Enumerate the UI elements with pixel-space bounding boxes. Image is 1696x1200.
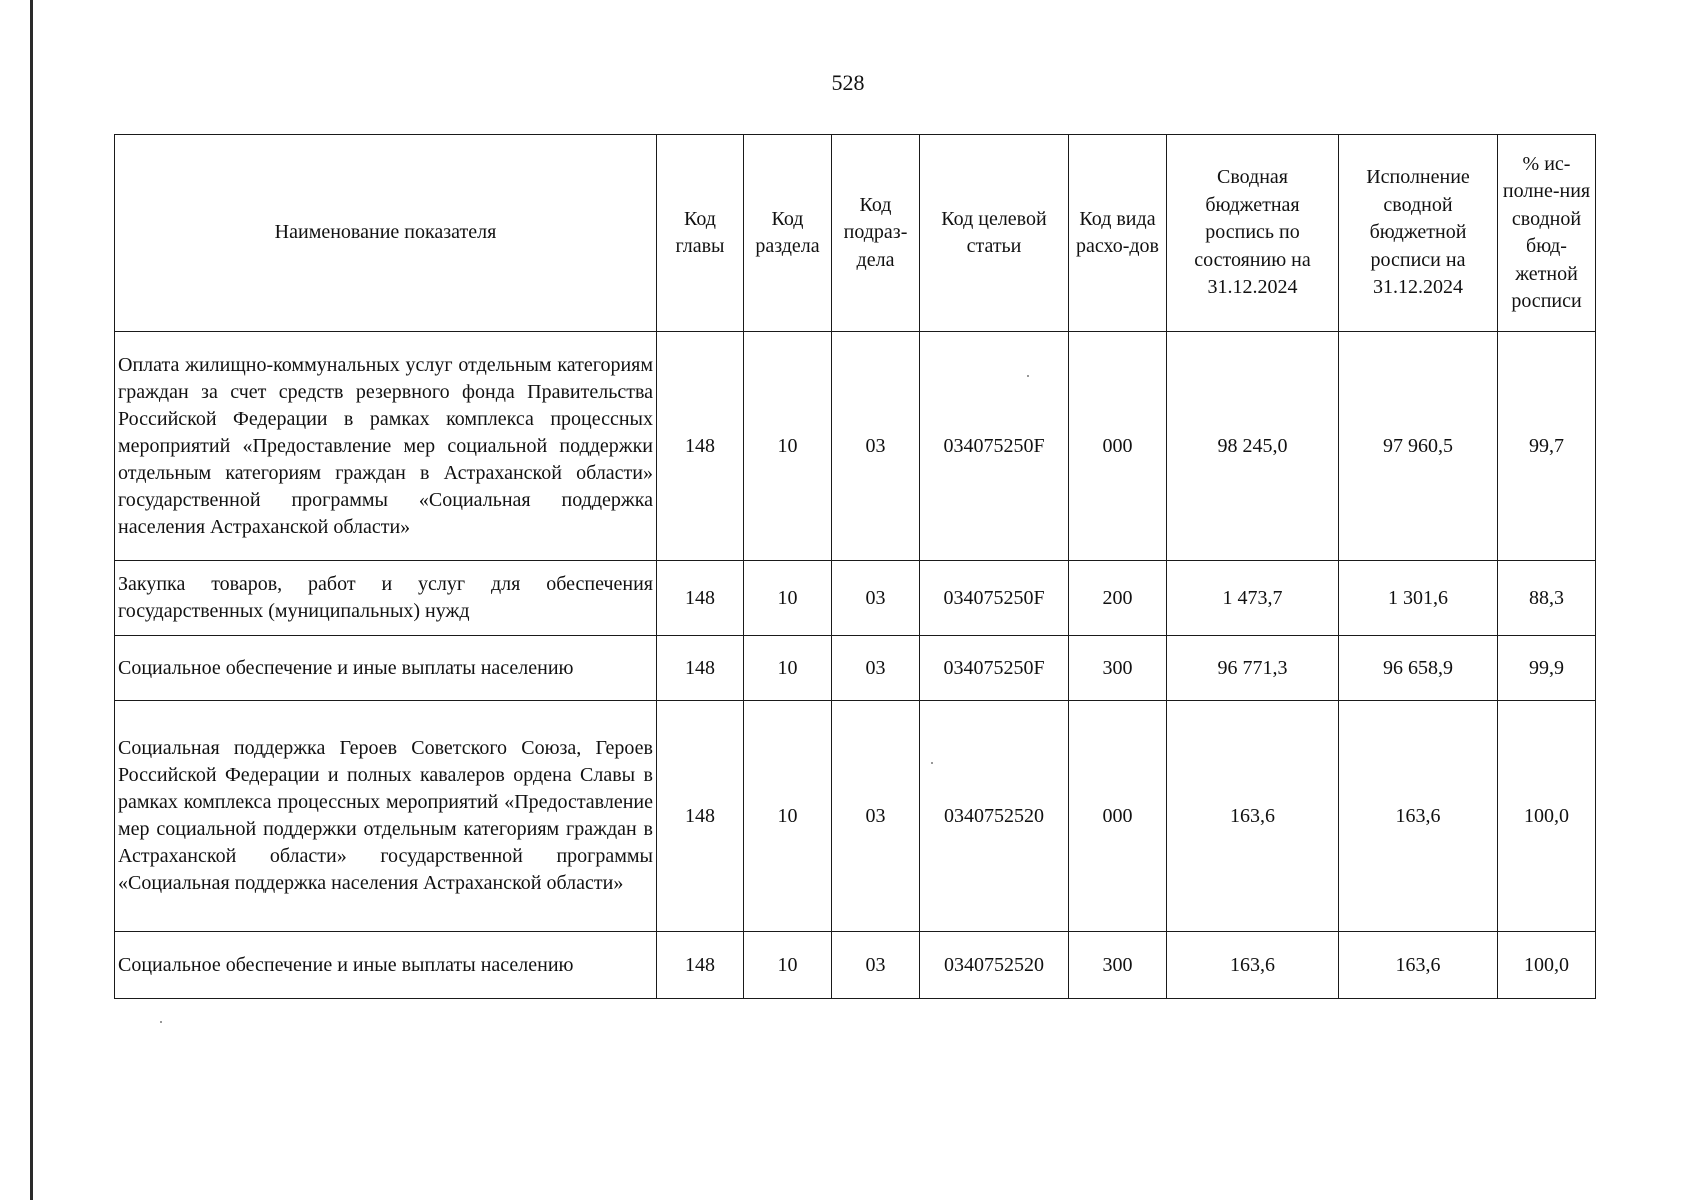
row-target-code: 034075250F <box>920 332 1069 561</box>
header-indicator-name: Наименование показателя <box>115 135 657 332</box>
scan-border-line <box>30 0 33 1200</box>
row-plan-amount: 163,6 <box>1167 701 1339 932</box>
row-chapter-code: 148 <box>657 932 744 999</box>
scan-speck <box>931 762 933 764</box>
row-chapter-code: 148 <box>657 701 744 932</box>
row-plan-amount: 96 771,3 <box>1167 636 1339 701</box>
header-expense-type-code: Код вида расхо-дов <box>1069 135 1167 332</box>
row-target-code: 0340752520 <box>920 932 1069 999</box>
row-name: Социальное обеспечение и иные выплаты населению <box>115 932 657 999</box>
row-target-code: 034075250F <box>920 561 1069 636</box>
row-name: Оплата жилищно-коммунальных услуг отдельным категориям граждан за счет средств резервного фонда Правительства Российской Федерации в рамках комплекса процессных мероприятий «Предоставление мер социальной поддержки отдельным категориям граждан в Астраханской области» государственной программы «Социальная поддержка населения Астраханской области» <box>115 332 657 561</box>
row-plan-amount: 163,6 <box>1167 932 1339 999</box>
row-name: Закупка товаров, работ и услуг для обеспечения государственных (муниципальных) нужд <box>115 561 657 636</box>
table-row <box>115 636 1596 701</box>
table-row <box>115 932 1596 999</box>
row-section-code: 10 <box>744 932 832 999</box>
row-plan-amount: 98 245,0 <box>1167 332 1339 561</box>
table-row <box>115 561 1596 636</box>
row-executed-amount: 97 960,5 <box>1339 332 1498 561</box>
header-execution-percent: % ис-полне-ния сводной бюд-жетной росписи <box>1498 135 1596 332</box>
row-percent: 100,0 <box>1498 701 1596 932</box>
page-number: 528 <box>831 70 865 95</box>
row-target-code: 034075250F <box>920 636 1069 701</box>
row-section-code: 10 <box>744 332 832 561</box>
row-executed-amount: 163,6 <box>1339 701 1498 932</box>
row-subsection-code: 03 <box>832 332 920 561</box>
row-expense-type: 000 <box>1069 701 1167 932</box>
row-percent: 99,9 <box>1498 636 1596 701</box>
header-section-code: Код раздела <box>744 135 832 332</box>
row-name: Социальное обеспечение и иные выплаты населению <box>115 636 657 701</box>
row-subsection-code: 03 <box>832 636 920 701</box>
table-row <box>115 332 1596 561</box>
row-section-code: 10 <box>744 701 832 932</box>
row-section-code: 10 <box>744 561 832 636</box>
header-budget-plan: Сводная бюджетная роспись по состоянию на 31.12.2024 <box>1167 135 1339 332</box>
row-executed-amount: 163,6 <box>1339 932 1498 999</box>
row-expense-type: 300 <box>1069 636 1167 701</box>
budget-execution-table <box>114 134 1596 999</box>
row-executed-amount: 1 301,6 <box>1339 561 1498 636</box>
header-target-code: Код целевой статьи <box>920 135 1069 332</box>
row-name: Социальная поддержка Героев Советского Союза, Героев Российской Федерации и полных кавалеров ордена Славы в рамках комплекса процессных мероприятий «Предоставление мер социальной поддержки отдельным категориям граждан в Астраханской области» государственной программы «Социальная поддержка населения Астраханской области» <box>115 701 657 932</box>
table-header-row <box>115 135 1596 332</box>
scan-speck <box>160 1021 162 1023</box>
row-expense-type: 200 <box>1069 561 1167 636</box>
row-percent: 99,7 <box>1498 332 1596 561</box>
row-subsection-code: 03 <box>832 932 920 999</box>
table-row <box>115 701 1596 932</box>
row-percent: 100,0 <box>1498 932 1596 999</box>
row-chapter-code: 148 <box>657 332 744 561</box>
row-subsection-code: 03 <box>832 561 920 636</box>
row-target-code: 0340752520 <box>920 701 1069 932</box>
row-chapter-code: 148 <box>657 636 744 701</box>
row-expense-type: 000 <box>1069 332 1167 561</box>
row-plan-amount: 1 473,7 <box>1167 561 1339 636</box>
header-subsection-code: Код подраз-дела <box>832 135 920 332</box>
header-chapter-code: Код главы <box>657 135 744 332</box>
header-budget-execution: Исполнение сводной бюджетной росписи на 31.12.2024 <box>1339 135 1498 332</box>
row-expense-type: 300 <box>1069 932 1167 999</box>
scan-speck <box>1027 375 1029 377</box>
row-section-code: 10 <box>744 636 832 701</box>
row-percent: 88,3 <box>1498 561 1596 636</box>
row-subsection-code: 03 <box>832 701 920 932</box>
row-executed-amount: 96 658,9 <box>1339 636 1498 701</box>
row-chapter-code: 148 <box>657 561 744 636</box>
